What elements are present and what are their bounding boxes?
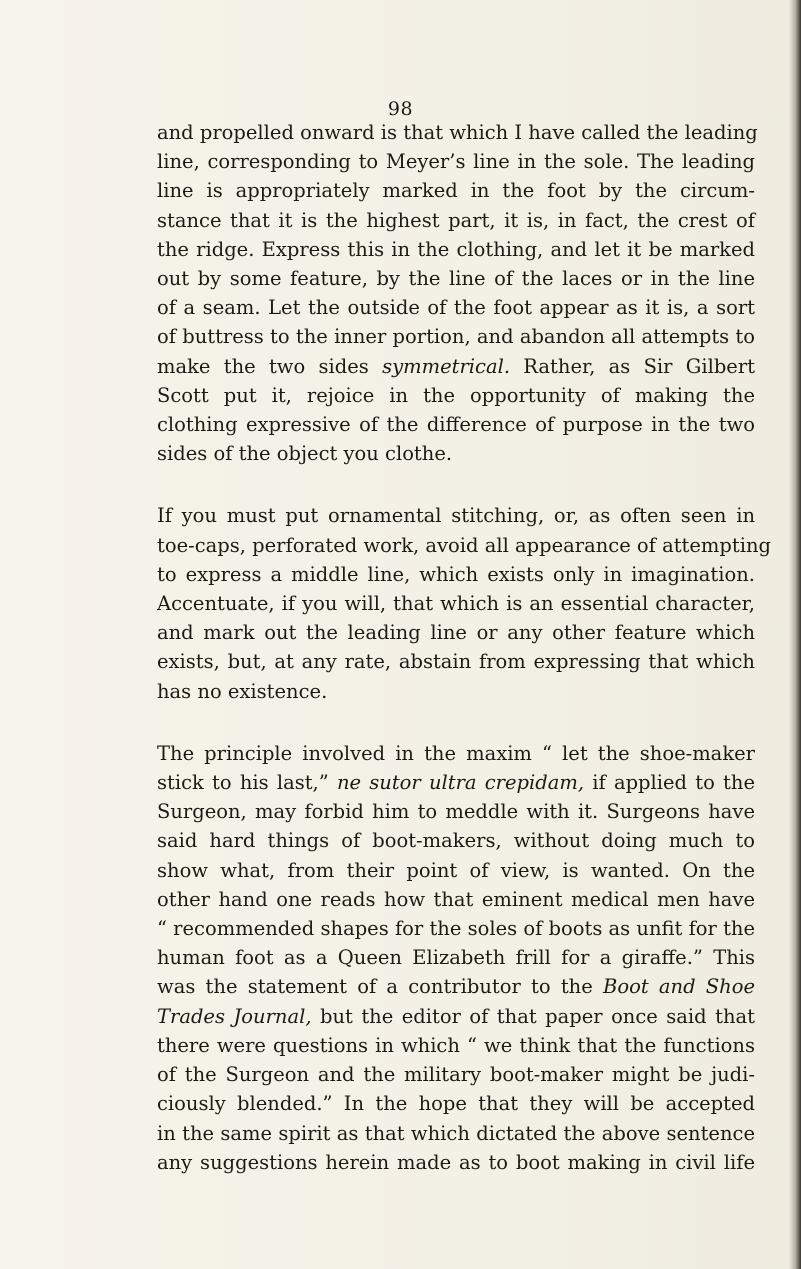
text-line: exists, but, at any rate, abstain from expressing that which <box>157 650 755 674</box>
text-line: said hard things of boot-makers, without doing much to <box>157 829 755 853</box>
text-line: The principle involved in the maxim “ let the shoe-maker <box>157 741 755 765</box>
paragraph <box>157 118 758 468</box>
text-line: the ridge. Express this in the clothing, and let it be marked <box>157 237 755 261</box>
text-line: and propelled onward is that which I have called the leading <box>157 121 758 144</box>
text-line: Surgeon, may forbid him to meddle with it. Surgeons have <box>157 800 755 824</box>
page-number: 98 <box>387 98 414 120</box>
text-line: sides of the object you clothe. <box>157 442 453 466</box>
text-line: line is appropriately marked in the foot by the circum- <box>157 179 755 203</box>
text-line: and mark out the leading line or any other feature which <box>157 621 755 645</box>
text-line: of a seam. Let the outside of the foot appear as it is, a sort <box>157 296 755 320</box>
page-edge-shadow <box>789 0 801 1269</box>
text-line: show what, from their point of view, is wanted. On the <box>157 858 755 882</box>
text-line: Trades Journal, but the editor of that paper once said that <box>157 1004 755 1028</box>
text-line: of the Surgeon and the military boot-maker might be judi- <box>157 1063 755 1087</box>
text-line: line, corresponding to Meyer’s line in the sole. The leading <box>157 150 755 174</box>
text-line: there were questions in which “ we think that the functions <box>157 1033 755 1057</box>
text-line: toe-caps, perforated work, avoid all appearance of attempting <box>157 533 772 557</box>
text-line: any suggestions herein made as to boot making in civil life <box>157 1150 755 1174</box>
text-line: If you must put ornamental stitching, or, as often seen in <box>157 504 755 528</box>
text-line: stick to his last,” ne sutor ultra crepidam, if applied to the <box>157 771 755 795</box>
text-line: was the statement of a contributor to the Boot and Shoe <box>157 975 755 999</box>
text-line: Scott put it, rejoice in the opportunity of making the <box>157 383 755 407</box>
text-line: ciously blended.” In the hope that they will be accepted <box>157 1092 755 1116</box>
text-line: of buttress to the inner portion, and abandon all attempts to <box>157 325 755 349</box>
paragraph-gap <box>157 706 755 739</box>
text-line: clothing expressive of the difference of purpose in the two <box>157 413 755 437</box>
body-text <box>157 118 772 1177</box>
text-line: out by some feature, by the line of the laces or in the line <box>157 267 755 291</box>
paragraph <box>157 501 772 705</box>
text-line: to express a middle line, which exists only in imagination. <box>157 562 755 586</box>
text-line: human foot as a Queen Elizabeth frill for a giraffe.” This <box>157 946 755 970</box>
text-line: make the two sides symmetrical. Rather, as Sir Gilbert <box>157 354 755 378</box>
text-line: Accentuate, if you will, that which is an essential character, <box>157 592 755 616</box>
paragraph <box>157 739 755 1177</box>
text-line: has no existence. <box>157 679 328 703</box>
text-line: other hand one reads how that eminent medical men have <box>157 887 755 911</box>
text-line: in the same spirit as that which dictated the above sentence <box>157 1121 755 1145</box>
text-line: “ recommended shapes for the soles of boots as unfit for the <box>157 917 755 941</box>
text-line: stance that it is the highest part, it is, in fact, the crest of <box>157 208 755 232</box>
paragraph-gap <box>157 468 755 501</box>
